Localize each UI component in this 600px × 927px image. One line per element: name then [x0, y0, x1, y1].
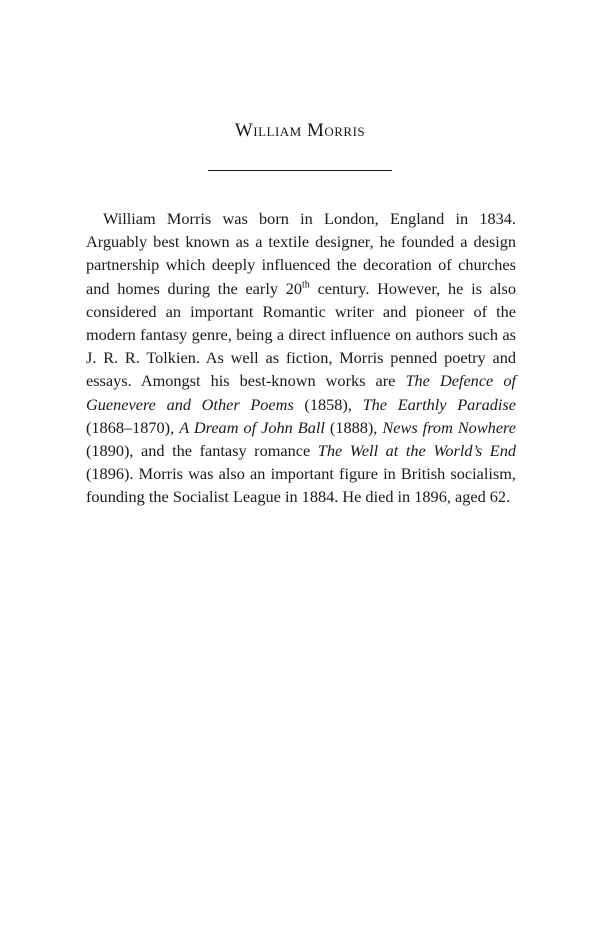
bio-text-7: (1896). Morris was also an important figure in British socialism, founding the Socialist League in 1884. He died in 1896, aged 62.	[86, 464, 516, 507]
work-title-well-at-worlds-end: The Well at the World’s End	[317, 441, 516, 461]
bio-text-1: William Morris was born in London, England in 1834. Arguably best known as a textile designer, he founded a design partnership which deeply influenced the decoration of churches and homes during the early 20	[86, 209, 516, 298]
bio-ordinal-superscript: th	[302, 279, 310, 291]
title-underline-divider	[208, 170, 392, 171]
work-title-earthly-paradise: The Earthly Paradise	[362, 394, 516, 414]
bio-text-2: century. However, he is also considered an important Romantic writer and pioneer of the modern fantasy genre, being a direct influence on authors such as J. R. R. Tolkien. As well as fiction, Morris penned poetry and essays. Amongst his best-known works are	[86, 278, 516, 391]
bio-text-3: (1858),	[293, 394, 363, 414]
bio-text-6: (1890), and the fantasy romance	[86, 441, 318, 461]
work-title-news-from-nowhere: News from Nowhere	[382, 417, 517, 437]
author-biography-paragraph	[86, 207, 516, 509]
page-title: William Morris	[234, 120, 366, 141]
bio-text-4: (1868–1870),	[86, 417, 180, 437]
work-title-defence-of-guenevere: The Defence of Guenevere and Other Poems	[86, 371, 516, 414]
bio-text-5: (1888),	[324, 417, 383, 437]
work-title-dream-of-john-ball: A Dream of John Ball	[179, 417, 325, 437]
